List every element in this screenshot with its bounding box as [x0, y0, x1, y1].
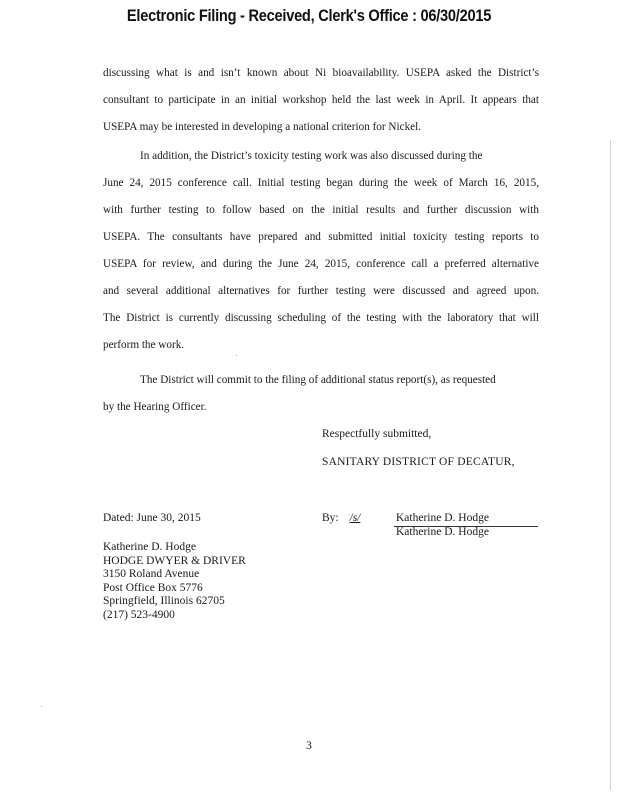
text-line: consultant to participate in an initial workshop held the last week in April. It appears that: [103, 94, 539, 106]
text-line: June 24, 2015 conference call. Initial testing began during the week of March 16, 2015,: [103, 177, 539, 189]
scan-speck: [236, 355, 237, 356]
signature-line: [322, 512, 489, 524]
typed-name: Katherine D. Hodge: [396, 526, 489, 538]
filing-stamp-header: Electronic Filing - Received, Clerk's Office : 06/30/2015: [126, 6, 492, 25]
text-line: discussing what is and isn’t known about Ni bioavailability. USEPA asked the District’s: [103, 67, 539, 79]
address-line: (217) 523-4900: [103, 608, 175, 621]
page-number: 3: [306, 740, 312, 752]
body-paragraph-3: [103, 367, 539, 421]
text-line: USEPA for review, and during the June 24, 2015, conference call a preferred alternative: [103, 258, 539, 270]
scan-edge-line: [610, 140, 611, 790]
text-line: USEPA may be interested in developing a national criterion for Nickel.: [103, 121, 422, 133]
text-line: and several additional alternatives for further testing were discussed and agreed upon.: [103, 285, 539, 297]
text-line: In addition, the District’s toxicity testing work was also discussed during the: [140, 150, 483, 162]
address-line: 3150 Roland Avenue: [103, 568, 200, 581]
text-line: USEPA. The consultants have prepared and submitted initial toxicity testing reports to: [103, 231, 539, 243]
date-line: Dated: June 30, 2015: [103, 512, 201, 524]
address-line: Post Office Box 5776: [103, 581, 203, 594]
attorney-address-block: [103, 541, 246, 623]
text-line: with further testing to follow based on the initial results and further discussion with: [103, 204, 539, 216]
text-line: The District will commit to the filing of additional status report(s), as requested: [140, 374, 496, 386]
body-paragraph-2: [103, 143, 539, 359]
text-line: by the Hearing Officer.: [103, 401, 207, 413]
body-paragraph-1: [103, 60, 539, 141]
address-line: Katherine D. Hodge: [103, 541, 196, 553]
scan-speck: [41, 706, 42, 707]
address-line: HODGE DWYER & DRIVER: [103, 554, 246, 567]
electronic-signature-mark: /s/: [349, 512, 361, 524]
signed-name: Katherine D. Hodge: [396, 512, 489, 524]
closing-salutation: Respectfully submitted,: [322, 428, 432, 440]
address-line: Springfield, Illinois 62705: [103, 595, 225, 608]
text-line: perform the work.: [103, 339, 185, 351]
organization-name: SANITARY DISTRICT OF DECATUR,: [322, 456, 515, 468]
text-line: The District is currently discussing scheduling of the testing with the laboratory that will: [103, 312, 539, 324]
by-label: By:: [322, 512, 339, 524]
